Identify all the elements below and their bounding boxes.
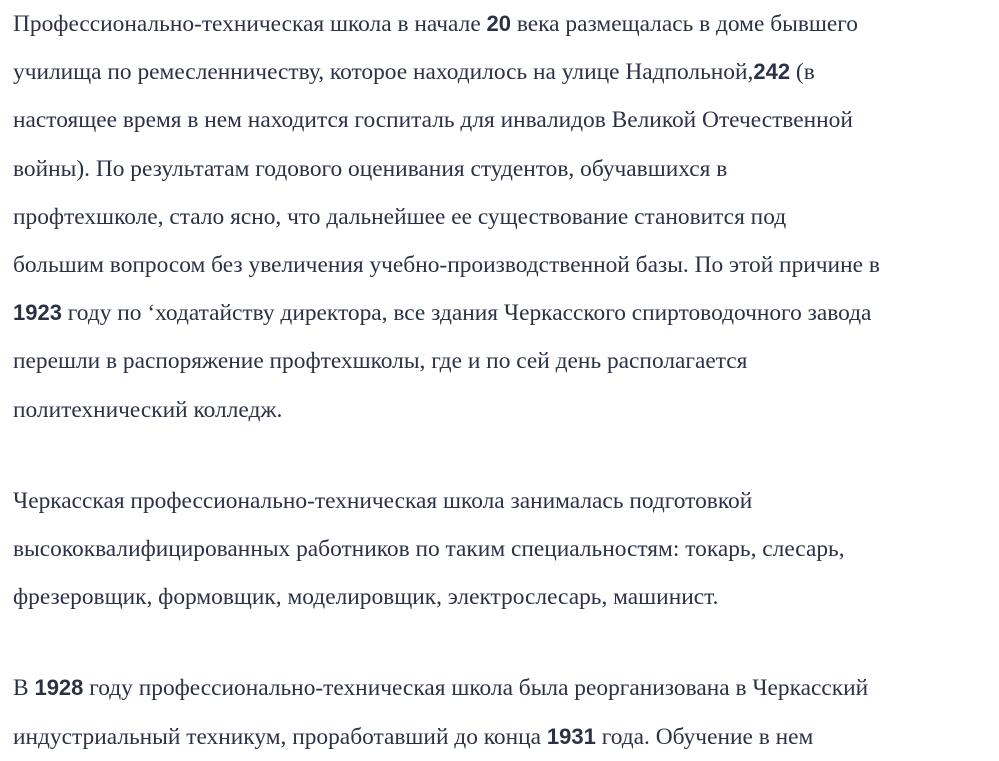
text-segment: года. Обучение в нем	[595, 723, 814, 750]
text-line	[13, 664, 998, 712]
text-line	[13, 477, 998, 525]
text-segment: политехнический колледж.	[13, 396, 283, 423]
paragraph-gap	[13, 434, 998, 477]
number: 1923	[13, 300, 62, 326]
paragraph	[13, 0, 998, 434]
text-line	[13, 0, 998, 48]
text-segment: (в	[790, 59, 815, 86]
text-segment: году по ‘ходатайству директора, все здания Черкасского спиртоводочного завода	[61, 300, 872, 327]
text-line	[13, 48, 998, 96]
article-body	[13, 0, 998, 761]
text-segment: Профессионально-техническая школа в начале	[13, 11, 487, 37]
paragraph-gap	[13, 621, 998, 664]
text-line	[13, 525, 998, 573]
text-line	[13, 193, 998, 241]
text-segment: века размещалась в доме бывшего	[511, 11, 858, 37]
text-segment: фрезеровщик, формовщик, моделировщик, электрослесарь, машинист.	[13, 584, 719, 611]
number: 242	[753, 59, 791, 85]
paragraph	[13, 664, 998, 760]
text-segment: большим вопросом без увеличения учебно-производственной базы. По этой причине в	[13, 252, 880, 279]
text-segment: высококвалифицированных работников по таким специальностям: токарь, слесарь,	[13, 536, 845, 563]
text-segment: настоящее время в нем находится госпиталь для инвалидов Великой Отечественной	[13, 107, 853, 134]
text-segment: перешли в распоряжение профтехшколы, где и по сей день располагается	[13, 348, 748, 375]
text-line	[13, 96, 998, 144]
text-line	[13, 713, 998, 761]
text-line	[13, 241, 998, 289]
text-line	[13, 289, 998, 337]
number: 20	[486, 11, 512, 36]
text-segment: училища по ремесленничеству, которое находилось на улице Надпольной,	[13, 59, 754, 86]
number: 1931	[546, 723, 596, 749]
text-line	[13, 573, 998, 621]
text-line	[13, 145, 998, 193]
text-line	[13, 386, 998, 434]
text-segment: профтехшколе, стало ясно, что дальнейшее ее существование становится под	[13, 203, 787, 230]
paragraph	[13, 477, 998, 622]
text-segment: В	[13, 675, 35, 702]
text-line	[13, 337, 998, 385]
text-segment: войны). По результатам годового оценивания студентов, обучавшихся в	[13, 155, 728, 182]
text-segment: Черкасская профессионально-техническая школа занималась подготовкой	[13, 487, 753, 514]
text-segment: году профессионально-техническая школа была реорганизована в Черкасский	[83, 675, 869, 702]
text-segment: индустриальный техникум, проработавший до конца	[13, 723, 547, 750]
number: 1928	[34, 675, 84, 701]
